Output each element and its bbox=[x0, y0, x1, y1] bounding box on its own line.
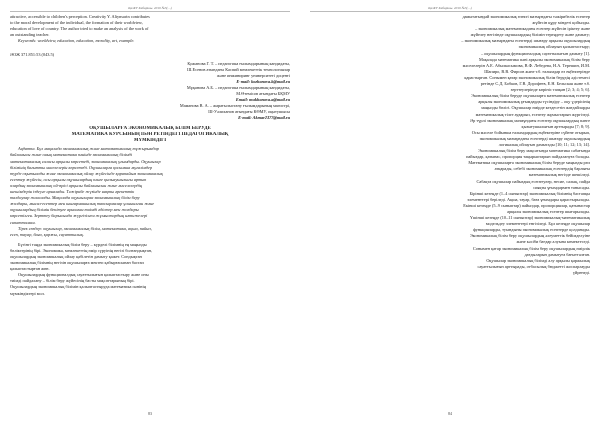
abstract-line: білімінің бағытты мәселелерін көрсетеді. Оқушыларға қосымша мұғалімдер bbox=[10, 164, 153, 170]
abstract-line: олардың экономикалық ой-өрісі арқылы байланысын және мәселелердің bbox=[10, 182, 142, 188]
body-line: – экономикалық мазмұндағы есептерді шығару арқылы оқушылардың bbox=[461, 38, 590, 44]
keywords-kz: Тірек сөздер: оқушылар, экономикалық білім, математика, ақша, пайыз, bbox=[18, 225, 152, 231]
author-line: М.Өтемісов атындағы БҚМУ bbox=[236, 91, 290, 97]
body-line: мүмкіндіктері мол. bbox=[10, 290, 45, 296]
article-title: МАТЕМАТИКА КУРСЫНЫҢ ПӘН РЕТІНДЕГІ ПЕДАГОГИКАЛЫҚ bbox=[71, 131, 229, 137]
abstract-line: Аңдатпа. Бұл мақалада экономикалық және математикалық тұжырымдар bbox=[18, 146, 159, 152]
body-line: маңызды бөлігі. Оқушылар өмірде кездесетін жағдайларды bbox=[481, 105, 590, 111]
page-number: 83 bbox=[148, 411, 152, 416]
body-line: элементтері беріледі. Ақша, тауар, баға ұғымдары қарастырылады. bbox=[467, 196, 590, 202]
body-line: экономикалық мазмұндағы есептерді шығару оқушылардың bbox=[479, 135, 590, 141]
body-line: экономикалық ойлауын қалыптастыру; bbox=[518, 44, 590, 50]
page-number: 84 bbox=[448, 411, 452, 416]
body-line: математикалық негізде шешіледі. bbox=[528, 172, 590, 178]
body-line: дағдыларын дамытуға бағытталған. bbox=[524, 251, 590, 257]
running-head: ҚазҰУ Хабаршы. 2019 №3(…) bbox=[428, 6, 472, 10]
body-line: зерттеулерінде көрініс тапқан [2; 3; 4; 5; 6]. bbox=[510, 87, 590, 93]
abstract-line: байланысы және оның математика пәнінде экономикалық білімді bbox=[10, 152, 133, 158]
body-line: модельдеу элементтері енгізіледі. Бұл кезеңде оқушылар bbox=[485, 221, 590, 227]
author-line: Ш-Уәлиханов атындағы КӨМУ, оқытушысы bbox=[208, 109, 290, 115]
body-line: Оқушылардың функционалдық сауаттылығын қалыптастыру және оны bbox=[18, 272, 149, 278]
abstract-line: математикалық саласы арқылы көрсетеді, экономикалық ұғымдарды. Оқушылар bbox=[10, 158, 161, 164]
body-line: үйренеді. bbox=[572, 269, 590, 275]
body-line: Бүгінгі таңда экономикалық білім беру – күрделі білімнің ең маңызды bbox=[18, 241, 147, 247]
right-page bbox=[300, 0, 600, 424]
body-line: атқарады, себебі экономикалық есептердің барлығы bbox=[494, 166, 590, 172]
body-line: Екінші кезеңде (5–9 сыныптар) пайыздар, пропорциялар, қатынастар bbox=[463, 202, 590, 208]
body-line: арқылы экономикалық ұғымдарды түсіндіру – оқу үдерісінің bbox=[478, 99, 590, 105]
body-line: мәселелерін А.Е. Абылкасымова, В.Ф. Лебедева, Н.А. Терешин, И.М. bbox=[462, 62, 590, 68]
body-line: жүйесін құру міндеті қойылды. bbox=[532, 20, 590, 26]
body-line: пайыздар, қатынас, пропорция тақырыптарын пайдалануға болады. bbox=[466, 154, 590, 160]
keywords: Keywords: worldview, education, education, morality, art, example. bbox=[18, 38, 135, 44]
body-line: функцияларды, туындыны экономикалық есептерде қолданады. bbox=[472, 227, 590, 233]
body-line: қарастырған. Сонымен қатар экономикалық білім берудің әдістемесі bbox=[464, 74, 590, 80]
body-line: Экономикалық білім беруде оқушыларға математикалық есептер bbox=[471, 93, 590, 99]
author-line: Ш.Есенов атындағы Каспий мемлекеттік технологиялар bbox=[187, 66, 290, 72]
body-line: дамытатындай экономикалық өзекті мазмұндағы тәжірибелік есептер bbox=[462, 14, 590, 19]
keywords-kz: есеп, тауар, баға, қаржы, сауаттылық. bbox=[10, 231, 84, 237]
body-line: Математика оқушыларға экономикалық білім беруде маңызды рөл bbox=[468, 160, 590, 166]
abstract-line: талдаулар жасалады. Мақалада оқушыларға экономикалық білім беру bbox=[10, 195, 140, 201]
body-line: оқушылардың экономикалық ойлау қабілетін дамыту қажет. Сондықтан bbox=[10, 253, 142, 259]
header-rule bbox=[310, 11, 590, 12]
body-line: жүйелеу негізінде оқушылардың білімін тереңдету және дамыту; bbox=[470, 32, 590, 38]
body-line: Оқушылар экономикалық білімді алу арқылы қаржылық bbox=[486, 257, 590, 263]
article-title: МҮМКІНДІГІ bbox=[133, 138, 167, 144]
body-line: бөліктерінің бірі. Экономика, мемлекеттің өмір сүруінің негізі болғандықтан, bbox=[10, 247, 153, 253]
right-page-body bbox=[310, 14, 590, 276]
abstract-line: көрсетілген. Зерттеу барысында жүргізілген жұмыстардың нәтижелері bbox=[10, 213, 148, 219]
body-line: Оқушылардың экономикалық білімін қалыптастыруда математика пәнінің bbox=[10, 284, 146, 290]
abstract-line: шешімдерін іздеуге арналады. Тәжірибе жүзінде нақты әрекеттік bbox=[10, 189, 135, 195]
intro-line: an outstanding teacher. bbox=[10, 32, 50, 38]
body-line: қалыптастырған жөн. bbox=[10, 266, 50, 272]
intro-line: education of love of country. The author tried to make an analysis of the work of bbox=[10, 26, 149, 32]
intro-line: attractive, accessible to children's perception. Creativity Y. Altynsarin contributes bbox=[10, 14, 150, 19]
author-email: E-mail: Akmar2377@mail.ru bbox=[238, 115, 290, 121]
body-line: сияқты ұғымдармен танысады. bbox=[533, 184, 590, 190]
header-rule bbox=[10, 11, 290, 12]
body-line: экономикалық білімнің негізін оқушыларға мектеп қабырғасынан бастап bbox=[10, 260, 144, 266]
article-title: ОҚУШЫЛАРҒА ЭКОНОМИКАЛЫҚ БІЛІМ БЕРУДЕ bbox=[89, 125, 211, 131]
author-line: Мұқанова А.Б. – педагогика ғылымдарының кандидаты, bbox=[186, 84, 290, 90]
body-line: Сабақта оқушылар пайыздық есептеулер, несие, салық, пайда bbox=[476, 178, 590, 184]
body-line: математикалық тілге аударып, есептеу жұмыстарын жүргізеді. bbox=[475, 111, 590, 117]
body-line: ретінде С.Д. Бобков, Г.В. Дорофеев, Е.Н. Бельская және т.б. bbox=[480, 81, 590, 87]
body-line: және кәсіби бағдар алуына көмектеседі. bbox=[516, 239, 590, 245]
body-line: – экономикалық математикадағы есептер жүйесін іріктеу және bbox=[475, 26, 590, 32]
intro-line: to the moral development of the individual, the formation of their worldview, bbox=[10, 20, 143, 26]
body-line: – оқушылардың функционалдық сауаттылығын дамыту [1]. bbox=[480, 50, 590, 56]
body-line: Әр түрлі экономикалық мазмұндағы есептер оқушылардың пәнге bbox=[470, 117, 590, 123]
abstract-line: түрде оқытылады және экономикалық ойлау жүйесінде қарапайым экономикалық bbox=[10, 170, 163, 176]
body-line: Сонымен қатар экономикалық білім беру оқушылардың өмірлік bbox=[472, 245, 590, 251]
abstract-line: есептер жүйесін, осы арқылы оқушылардың пәнге қызығушылығы артып bbox=[10, 176, 147, 182]
body-line: Мақалада математика пәні арқылы экономикалық білім беру bbox=[478, 56, 590, 62]
udc-code: ӘОЖ 371.851:53 (043.5) bbox=[10, 52, 55, 58]
running-head: ҚазҰУ Хабаршы. 2019 №3(…) bbox=[128, 6, 172, 10]
author-line: Маманова В. А. – жаратылыстану ғылымдарының магистрі, bbox=[179, 103, 290, 109]
abstract-line: сипатталған. bbox=[10, 219, 36, 225]
abstract-line: оқушылардың білімін бекітуге арналған тиімді әдістер мен жолдары bbox=[10, 207, 139, 213]
body-line: Осы мәселе бойынша ғалымдардың еңбектеріне сүйене отырып, bbox=[471, 129, 590, 135]
body-line: Экономикалық білім беру оқушылардың әлеуметтік бейімделуіне bbox=[469, 233, 590, 239]
abstract-line: жолдары, мысал-есептер мен шығармашылық тапсырмалар ұсынылған және bbox=[10, 201, 155, 207]
body-line: Үшінші кезеңде (10–11 сыныптар) экономикалық-математикалық bbox=[469, 215, 590, 221]
body-line: логикалық ойлауын дамытады [10; 11; 12; 13; 14]. bbox=[498, 141, 590, 147]
body-line: Экономикалық білім беру мақсатында математика сабағында bbox=[478, 148, 590, 154]
body-line: қызығушылығын арттырады [7; 8; 9]. bbox=[521, 123, 590, 129]
author-line: Қожанова Г. Т. – педагогика ғылымдарының кандидаты, bbox=[187, 60, 290, 66]
author-email: E-mail: kozhanova.k@mail.ru bbox=[236, 78, 290, 84]
body-line: Шапиро, В.В. Фирсов және т.б. ғалымдар өз еңбектерінде bbox=[484, 68, 590, 74]
body-line: арқылы экономикалық есептер шығарылады. bbox=[507, 209, 590, 214]
body-line: сауаттылығын арттырады, отбасылық бюджетті жоспарлауды bbox=[477, 263, 590, 269]
body-line: Бірінші кезеңде (1–4 сыныптар) экономикалық білімнің бастапқы bbox=[469, 190, 590, 196]
body-line: тиімді пайдалану – білім беру жүйесінің басты мақсаттарының бірі. bbox=[10, 278, 135, 284]
author-line: және инжиниринг университеті доценті bbox=[216, 72, 290, 78]
author-email: Email: mukhanova.a@mail.ru bbox=[235, 97, 290, 103]
